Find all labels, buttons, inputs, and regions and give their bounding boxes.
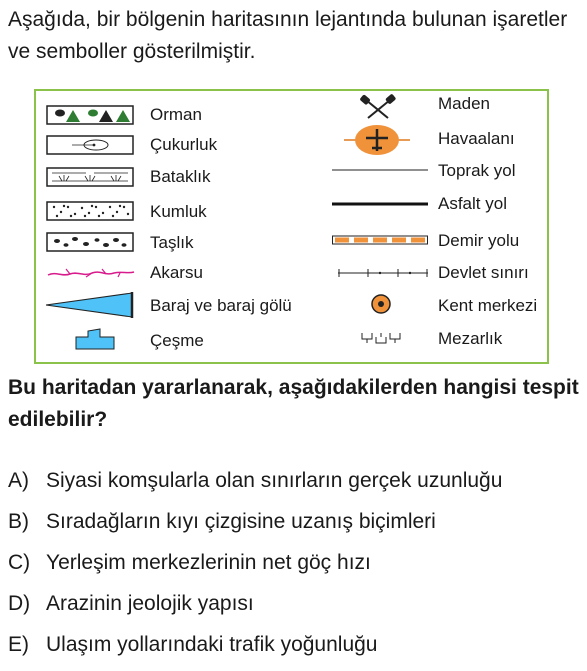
intro-text: Aşağıda, bir bölgenin haritasının lejantında bulunan işaretler ve semboller gösterilmiştir. <box>8 8 568 63</box>
legend-label-asphalt-road: Asfalt yol <box>438 194 507 213</box>
dirt-road-icon <box>332 167 428 173</box>
legend-label-river: Akarsu <box>150 263 203 282</box>
depression-icon <box>46 135 134 155</box>
cemetery-icon <box>360 331 404 345</box>
legend-label-cemetery: Mezarlık <box>438 329 503 348</box>
question-text: Bu haritadan yararlanarak, aşağıdakilerden hangisi tespit edilebilir? <box>8 376 579 431</box>
option-text: Ulaşım yollarındaki trafik yoğunluğu <box>46 633 378 656</box>
mine-icon <box>360 94 396 120</box>
swamp-icon <box>46 167 134 187</box>
option-text: Sıradağların kıyı çizgisine uzanış biçimleri <box>46 510 436 533</box>
legend-label-airport: Havaalanı <box>438 129 515 148</box>
railway-icon <box>332 235 428 245</box>
state-border-icon <box>338 268 428 278</box>
river-icon <box>46 263 136 283</box>
legend-label-state-border: Devlet sınırı <box>438 263 529 282</box>
legend-label-mine: Maden <box>438 94 490 113</box>
option-c[interactable] <box>8 549 371 577</box>
legend-label-stone: Taşlık <box>150 233 194 252</box>
sand-icon <box>46 201 134 221</box>
option-d[interactable] <box>8 590 254 618</box>
legend-label-railway: Demir yolu <box>438 231 520 250</box>
legend-box <box>34 89 549 364</box>
legend-label-city-center: Kent merkezi <box>438 296 538 315</box>
option-letter: D) <box>8 592 31 615</box>
airport-icon <box>342 123 412 157</box>
option-e[interactable] <box>8 631 378 659</box>
legend-label-swamp: Bataklık <box>150 167 211 186</box>
legend-label-sand: Kumluk <box>150 202 207 221</box>
option-letter: E) <box>8 633 29 656</box>
option-text: Yerleşim merkezlerinin net göç hızı <box>46 551 371 574</box>
option-letter: B) <box>8 510 29 533</box>
fountain-icon <box>74 325 118 351</box>
city-center-icon <box>370 293 392 315</box>
option-a[interactable] <box>8 467 502 495</box>
legend-label-dirt-road: Toprak yol <box>438 161 516 180</box>
legend-label-forest: Orman <box>150 105 202 124</box>
legend-label-fountain: Çeşme <box>150 331 204 350</box>
forest-icon <box>46 105 134 125</box>
option-b[interactable] <box>8 508 436 536</box>
option-letter: A) <box>8 469 29 492</box>
stone-icon <box>46 232 134 252</box>
asphalt-road-icon <box>332 201 428 207</box>
legend-label-dam: Baraj ve baraj gölü <box>150 296 292 315</box>
option-letter: C) <box>8 551 31 574</box>
legend-label-depression: Çukurluk <box>150 135 218 154</box>
dam-icon <box>44 291 136 319</box>
option-text: Arazinin jeolojik yapısı <box>46 592 254 615</box>
option-text: Siyasi komşularla olan sınırların gerçek uzunluğu <box>46 469 503 492</box>
